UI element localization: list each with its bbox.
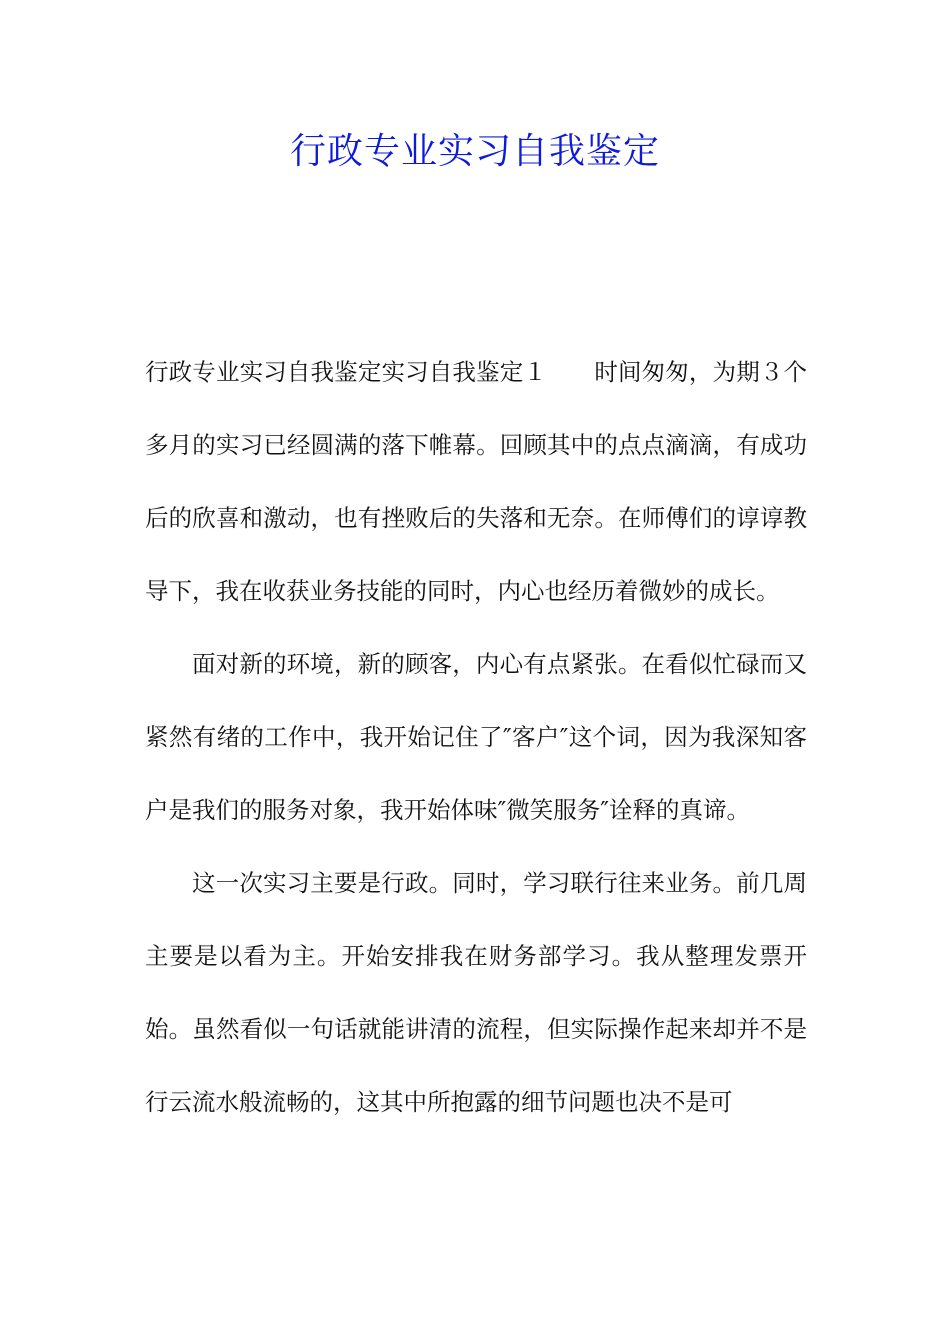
document-title: 行政专业实习自我鉴定	[289, 131, 660, 172]
paragraph-2: 面对新的环境，新的顾客，内心有点紧张。在看似忙碌而又紧然有绪的工作中，我开始记住了″客户″这个词，因为我深知客户是我们的服务对象，我开始体味″微笑服务″诠释的真谛。	[145, 650, 807, 824]
paragraph-3: 这一次实习主要是行政。同时，学习联行往来业务。前几周主要是以看为主。开始安排我在财务部学习。我从整理发票开始。虽然看似一句话就能讲清的流程，但实际操作起来却并不是行云流水般流畅的，这其中所抱露的细节问题也决不是可	[145, 869, 807, 1116]
document-body	[145, 336, 807, 1139]
paragraph-1: 行政专业实习自我鉴定实习自我鉴定１ 时间匆匆，为期３个多月的实习已经圆满的落下帷幕。回顾其中的点点滴滴，有成功后的欣喜和激动，也有挫败后的失落和无奈。在师傅们的谆谆教导下，我在收获业务技能的同时，内心也经历着微妙的成长。	[145, 358, 807, 605]
